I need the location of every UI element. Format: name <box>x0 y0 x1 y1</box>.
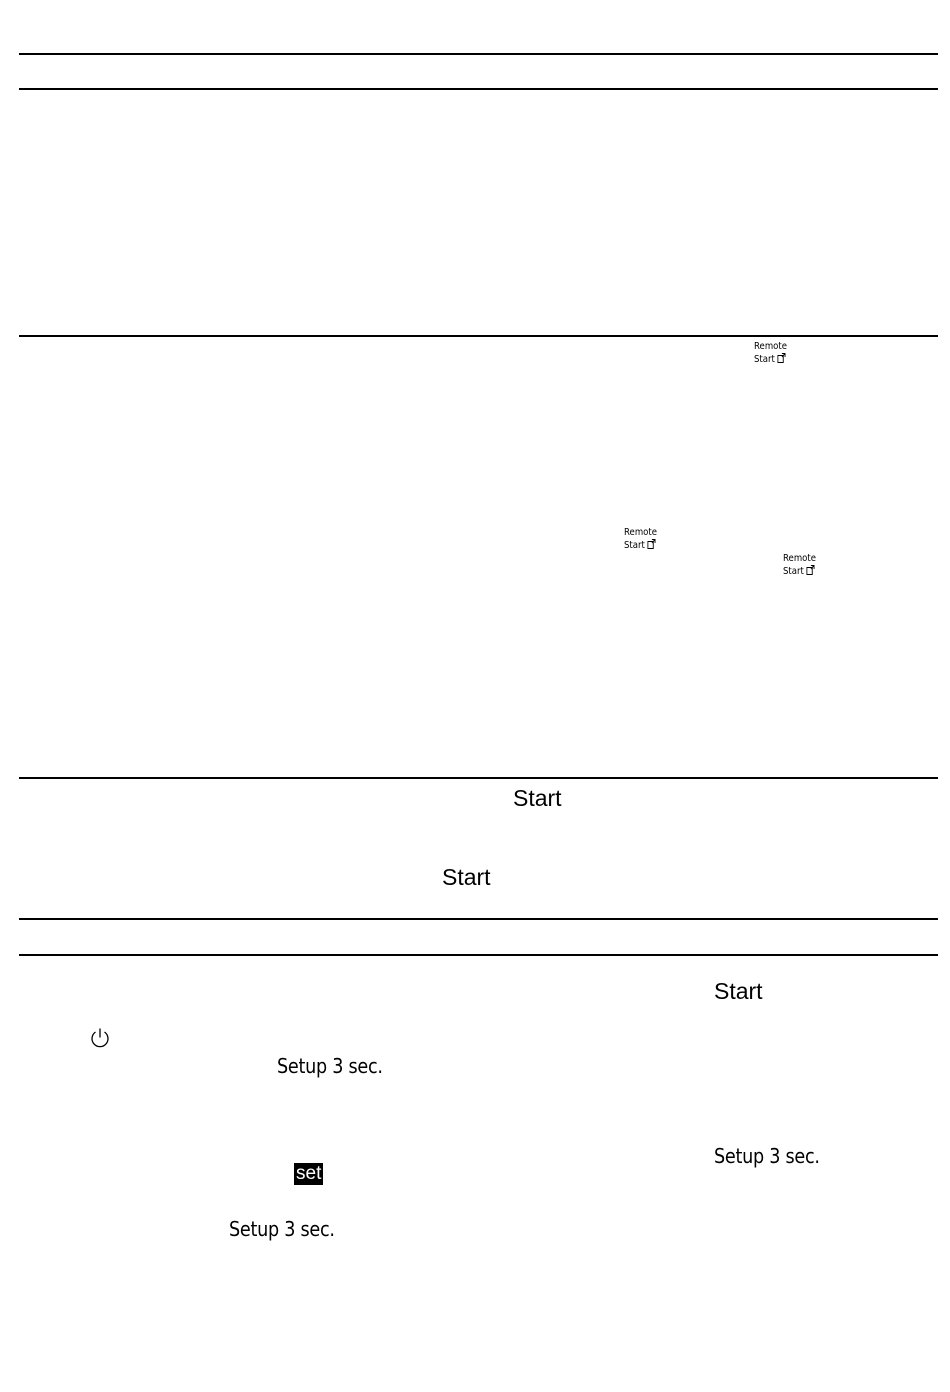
remote-text: Remote <box>754 341 787 352</box>
remote-start-icon <box>778 353 786 363</box>
divider <box>19 954 938 956</box>
start-label: Start <box>714 978 763 1004</box>
remote-start-icon <box>648 539 656 549</box>
start-label: Start <box>513 785 562 811</box>
setup-label: Setup 3 sec. <box>229 1217 335 1241</box>
set-badge: set <box>296 1163 322 1184</box>
remote-start-icon <box>807 565 815 575</box>
divider <box>19 53 938 55</box>
setup-label: Setup 3 sec. <box>277 1054 383 1078</box>
power-icon <box>89 1027 111 1049</box>
remote-text: Remote <box>783 553 816 564</box>
remote-text: Remote <box>624 527 657 538</box>
setup-label: Setup 3 sec. <box>714 1144 820 1168</box>
start-text: Start <box>783 566 804 577</box>
remote-start-label <box>624 527 657 552</box>
divider <box>19 777 938 779</box>
divider <box>19 88 938 90</box>
start-label: Start <box>442 864 491 890</box>
start-text: Start <box>624 540 645 551</box>
start-text: Start <box>754 354 775 365</box>
remote-start-label <box>783 553 816 578</box>
divider <box>19 335 938 337</box>
remote-start-label <box>754 341 787 366</box>
divider <box>19 918 938 920</box>
